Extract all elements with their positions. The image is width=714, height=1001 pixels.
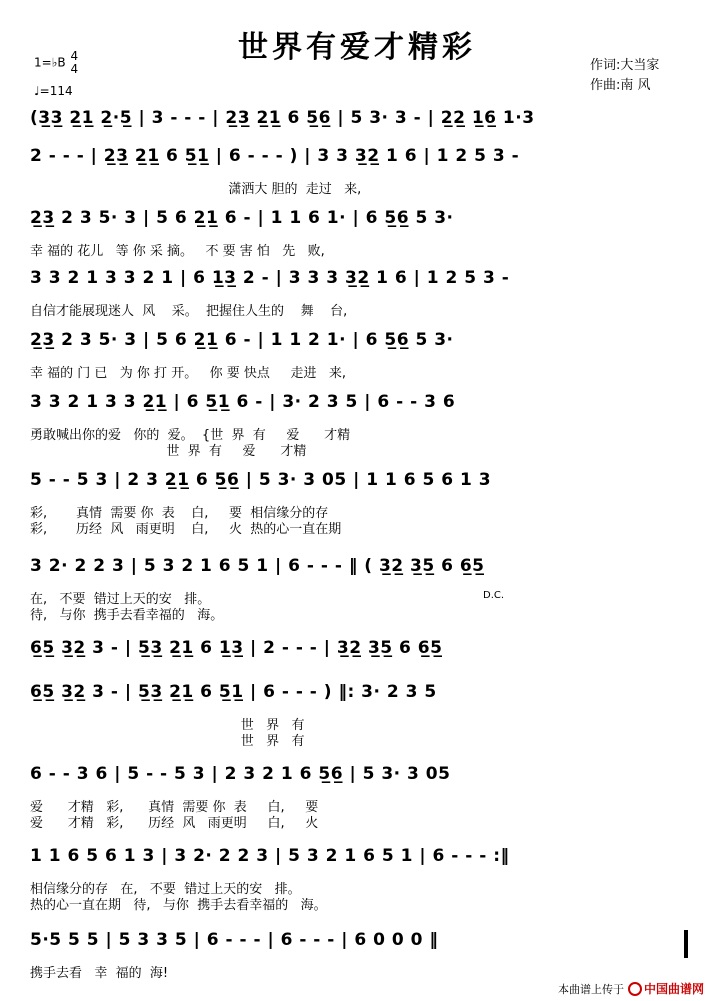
lyric-line: 相信缘分的存 在, 不要 错过上天的安 排。 — [30, 882, 301, 897]
jianpu-notes: 3 2· 2 2 3 | 5 3 2 1 6 5 1 | 6 - - - ‖ ( 3̲2̲ 3̲5̲ 6 6̲5̲ — [30, 556, 485, 576]
notation-line — [0, 108, 714, 136]
lyric-line: 世 界 有 — [30, 718, 305, 733]
lyric-line: 幸 福的 门 已 为 你 打 开。 你 要 快点 走进 来, — [30, 366, 347, 381]
site-logo-icon — [628, 982, 642, 996]
lyric-line: 彩, 真情 需要 你 表 白, 要 相信缘分的存 — [30, 506, 329, 521]
lyric-line: 待, 与你 携手去看幸福的 海。 — [30, 608, 224, 623]
key-prefix: 1= — [34, 55, 52, 70]
song-title: 世界有爱才精彩 — [238, 30, 476, 65]
notation-line — [0, 682, 714, 710]
lyric-line: 潇洒大 胆的 走过 来, — [30, 182, 362, 197]
notation-line — [0, 556, 714, 584]
credits — [590, 56, 659, 96]
lyric-line: 热的心一直在期 待, 与你 携手去看幸福的 海。 — [30, 898, 327, 913]
lyric-line: 爱 才精 彩, 历经 风 雨更明 白, 火 — [30, 816, 319, 831]
dc-marking: D.C. — [483, 590, 505, 601]
lyric-line: 爱 才精 彩, 真情 需要 你 表 白, 要 — [30, 800, 319, 815]
lyric-line: 世 界 有 爱 才精 — [30, 444, 307, 459]
time-signature — [70, 50, 78, 76]
key-flat: ♭B — [51, 55, 66, 70]
jianpu-notes: 3 3 2 1 3 3 2 1 | 6 1̲3̲ 2 - | 3 3 3 3̲2̲ 1 6 | 1 2 5 3 - — [30, 268, 510, 288]
jianpu-notes: 6̲5̲ 3̲2̲ 3 - | 5̲3̲ 2̲1̲ 6 1̲3̲ | 2 - - - | 3̲2̲ 3̲5̲ 6 6̲5̲ — [30, 638, 443, 658]
notation-line — [0, 268, 714, 296]
jianpu-notes: 1 1 6 5 6 1 3 | 3 2· 2 2 3 | 5 3 2 1 6 5 1 | 6 - - - :‖ — [30, 846, 510, 866]
footer — [558, 980, 704, 997]
time-denominator: 4 — [70, 62, 79, 76]
lyric-line: 世 界 有 — [30, 734, 305, 749]
notation-line — [0, 638, 714, 666]
jianpu-notes: 2 - - - | 2̲3̲ 2̲1̲ 6 5̲1̲ | 6 - - - ) | 3 3 3̲2̲ 1 6 | 1 2 5 3 - — [30, 146, 520, 166]
jianpu-notes: 2̲3̲ 2 3 5· 3 | 5 6 2̲1̲ 6 - | 1 1 6 1· | 6 5̲6̲ 5 3· — [30, 208, 454, 228]
time-numerator: 4 — [70, 49, 79, 63]
tempo-marking: ♩=114 — [34, 84, 73, 98]
final-barline — [684, 930, 688, 958]
notation-line — [0, 930, 714, 958]
lyric-line: 自信才能展现迷人 风 采。 把握住人生的 舞 台, — [30, 304, 348, 319]
lyric-line: 携手去看 幸 福的 海! — [30, 966, 169, 981]
lyric-line: 彩, 历经 风 雨更明 白, 火 热的心一直在期 — [30, 522, 342, 537]
notation-line — [0, 146, 714, 174]
jianpu-notes: (3̲3̲ 2̲1̲ 2̲·5̲ | 3 - - - | 2̲3̲ 2̲1̲ 6 5̲6̲ | 5 3· 3 - | 2̲2̲ 1̲6̲ 1·3 — [30, 108, 535, 128]
jianpu-notes: 5·5 5 5 | 5 3 3 5 | 6 - - - | 6 - - - | 6 0 0 0 ‖ — [30, 930, 439, 950]
jianpu-notes: 5 - - 5 3 | 2 3 2̲1̲ 6 5̲6̲ | 5 3· 3 05 | 1 1 6 5 6 1 3 — [30, 470, 492, 490]
composer-credit: 作曲:南 风 — [590, 78, 651, 93]
key-signature — [34, 50, 78, 76]
jianpu-notes: 6̲5̲ 3̲2̲ 3 - | 5̲3̲ 2̲1̲ 6 5̲1̲ | 6 - - - ) ‖: 3· 2 3 5 — [30, 682, 437, 702]
lyric-line: 勇敢喊出你的爱 你的 爱。 {世 界 有 爱 才精 — [30, 428, 351, 443]
notation-line — [0, 846, 714, 874]
lyricist-credit: 作词:大当家 — [590, 58, 660, 73]
jianpu-notes: 3 3 2 1 3 3 2̲1̲ | 6 5̲1̲ 6 - | 3· 2 3 5 | 6 - - 3 6 — [30, 392, 456, 412]
lyric-line: 在, 不要 错过上天的安 排。 — [30, 592, 211, 607]
lyric-line: 幸 福的 花儿 等 你 采 摘。 不 要 害 怕 先 败, — [30, 244, 325, 259]
jianpu-notes: 2̲3̲ 2 3 5· 3 | 5 6 2̲1̲ 6 - | 1 1 2 1· | 6 5̲6̲ 5 3· — [30, 330, 454, 350]
notation-line — [0, 330, 714, 358]
footer-text: 本曲谱上传于 — [557, 982, 624, 996]
site-logo — [628, 980, 704, 997]
notation-line — [0, 470, 714, 498]
site-logo-text: 中国曲谱网 — [643, 982, 704, 996]
jianpu-notes: 6 - - 3 6 | 5 - - 5 3 | 2 3 2 1 6 5̲6̲ | 5 3· 3 05 — [30, 764, 451, 784]
notation-line — [0, 764, 714, 792]
notation-line — [0, 208, 714, 236]
notation-line — [0, 392, 714, 420]
